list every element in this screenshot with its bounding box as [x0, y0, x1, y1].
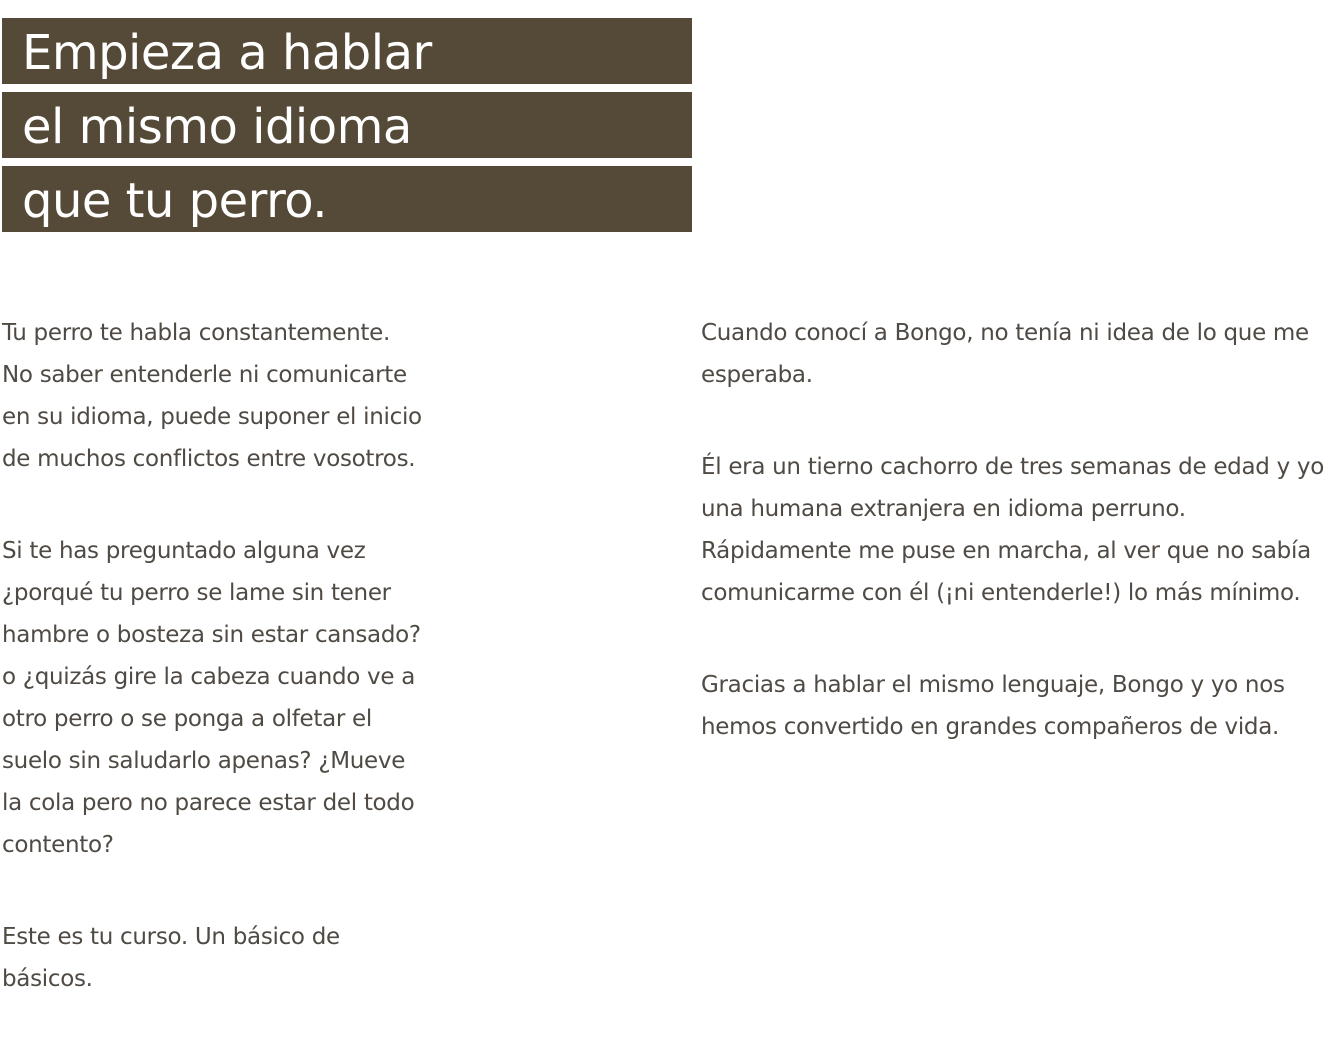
story-paragraph — [701, 446, 1341, 614]
headline-line-1: Empieza a hablar — [2, 18, 692, 84]
text-line: suelo sin saludarlo apenas? ¿Mueve — [2, 748, 406, 774]
text-line: contento? — [2, 832, 114, 858]
headline-line-3: que tu perro. — [2, 166, 692, 232]
text-line: otro perro o se ponga a olfetar el — [2, 706, 372, 732]
right-text-column — [701, 312, 1341, 798]
text-line: Este es tu curso. Un básico de — [2, 924, 340, 950]
left-text-column — [2, 312, 462, 1050]
headline — [2, 18, 692, 240]
text-line: hambre o bosteza sin estar cansado? — [2, 622, 421, 648]
text-line: Si te has preguntado alguna vez — [2, 538, 366, 564]
text-line: o ¿quizás gire la cabeza cuando ve a — [2, 664, 416, 690]
text-line: Cuando conocí a Bongo, no tenía ni idea de lo que me — [701, 320, 1309, 346]
text-line: de muchos conflictos entre vosotros. — [2, 446, 416, 472]
text-line: Tu perro te habla constantemente. — [2, 320, 390, 346]
headline-line-2: el mismo idioma — [2, 92, 692, 158]
text-line: en su idioma, puede suponer el inicio — [2, 404, 422, 430]
text-line: ¿porqué tu perro se lame sin tener — [2, 580, 391, 606]
text-line: Gracias a hablar el mismo lenguaje, Bongo y yo nos — [701, 672, 1285, 698]
text-line: No saber entenderle ni comunicarte — [2, 362, 407, 388]
course-paragraph — [2, 916, 462, 1000]
text-line: comunicarme con él (¡ni entenderle!) lo más mínimo. — [701, 580, 1301, 606]
text-line: la cola pero no parece estar del todo — [2, 790, 415, 816]
text-line: Él era un tierno cachorro de tres semanas de edad y yo — [701, 454, 1324, 480]
text-line: esperaba. — [701, 362, 813, 388]
text-line: Rápidamente me puse en marcha, al ver que no sabía — [701, 538, 1311, 564]
story-intro-paragraph — [701, 312, 1341, 396]
text-line: una humana extranjera en idioma perruno. — [701, 496, 1186, 522]
story-conclusion-paragraph — [701, 664, 1341, 748]
text-line: hemos convertido en grandes compañeros de vida. — [701, 714, 1280, 740]
intro-paragraph — [2, 312, 462, 480]
questions-paragraph — [2, 530, 462, 866]
text-line: básicos. — [2, 966, 93, 992]
